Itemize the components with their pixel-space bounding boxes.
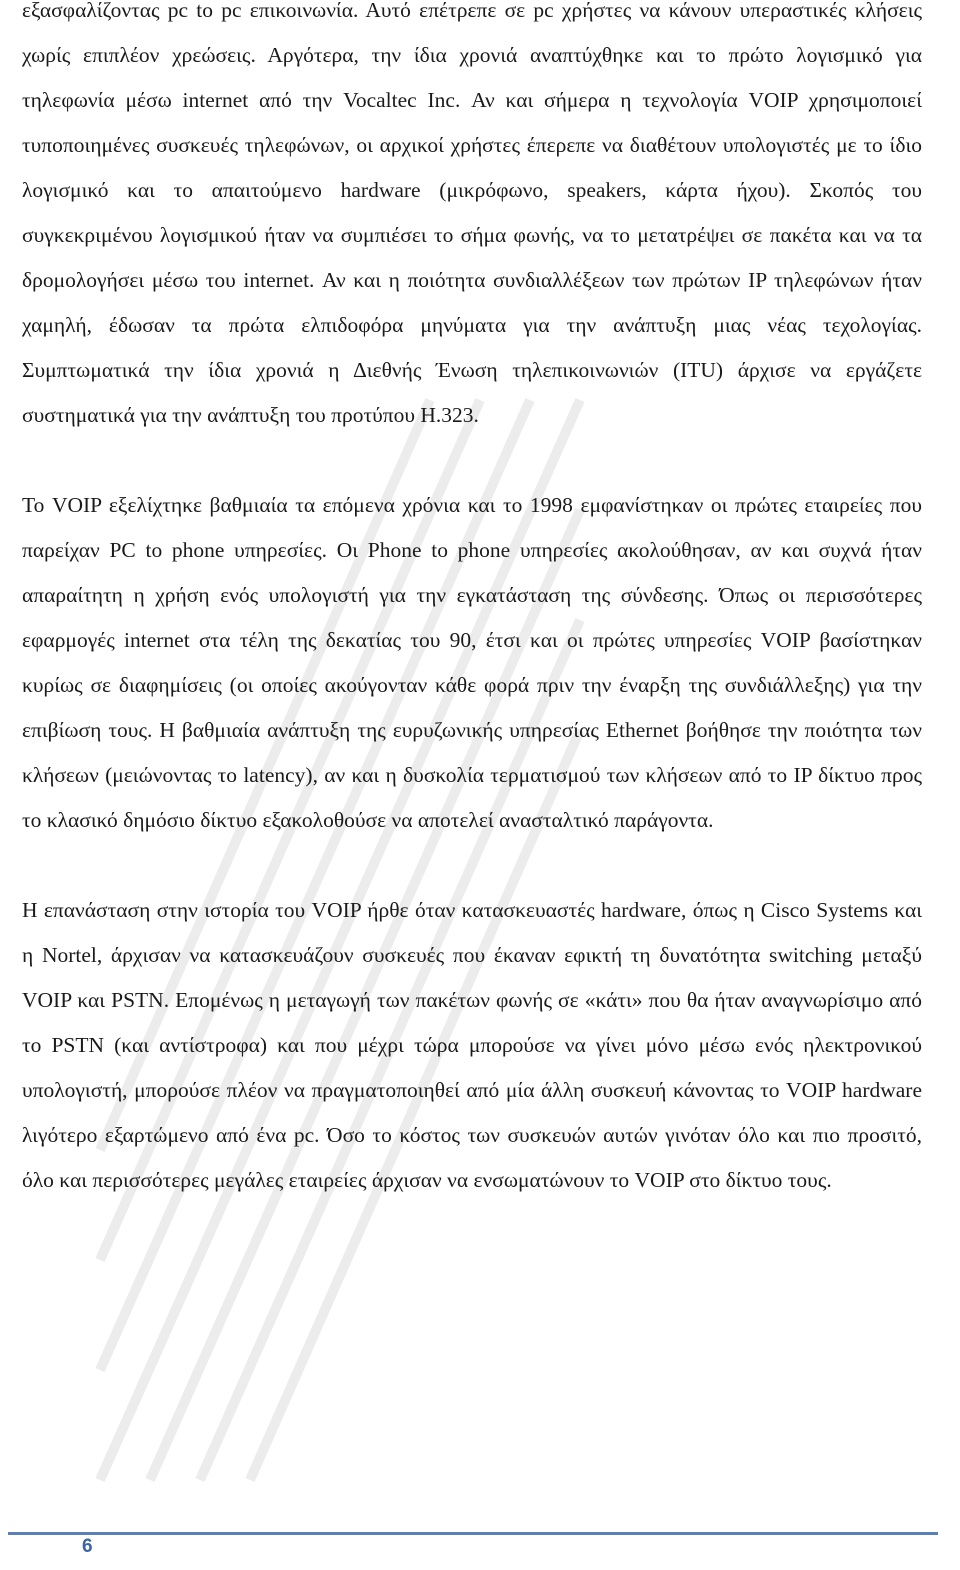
paragraph: Η επανάσταση στην ιστορία του VOIP ήρθε όταν κατασκευαστές hardware, όπως η Cisco Systems και η Nortel, άρχισαν να κατασκευάζουν συσκευές που έκαναν εφικτή τη δυνατότητα switching μεταξύ VOIP και PSTN. Επομένως η μεταγωγή των πακέτων φωνής σε «κάτι» που θα ήταν αναγνωρίσιμο από το PSTN (και αντίστροφα) και που μέχρι τώρα μπορούσε να γίνει μόνο μέσω ενός ηλεκτρονικού υπολογιστή, μπορούσε πλέον να πραγματοποιηθεί από μία άλλη συσκευή κάνοντας το VOIP hardware λιγότερο εξαρτώμενο από ένα pc. Όσο το κόστος των συσκευών αυτών γινόταν όλο και πιο προσιτό, όλο και περισσότερες μεγάλες εταιρείες άρχισαν να ενσωματώνουν το VOIP στο δίκτυο τους. [22, 898, 922, 1192]
page-footer [8, 1524, 938, 1570]
paragraph: εξασφαλίζοντας pc to pc επικοινωνία. Αυτό επέτρεπε σε pc χρήστες να κάνουν υπεραστικές κλήσεις χωρίς επιπλέον χρεώσεις. Αργότερα, την ίδια χρονιά αναπτύχθηκε και το πρώτο λογισμικό για τηλεφωνία μέσω internet από την Vocaltec Inc. Αν και σήμερα η τεχνολογία VOIP χρησιμοποιεί τυποποιημένες συσκευές τηλεφώνων, οι αρχικοί χρήστες έπερεπε να διαθέτουν υπολογιστές με το ίδιο λογισμικό και το απαιτούμενο hardware (μικρόφωνο, speakers, κάρτα ήχου). Σκοπός του συγκεκριμένου λογισμικού ήταν να συμπιέσει το σήμα φωνής, να το μετατρέψει σε πακέτα και να τα δρομολογήσει μέσω του internet. Αν και η ποιότητα συνδιαλλέξεων των πρώτων IP τηλεφώνων ήταν χαμηλή, έδωσαν τα πρώτα ελπιδοφόρα μηνύματα για την ανάπτυξη μιας νέας τεχολογίας. Συμπτωματικά την ίδια χρονιά η Διεθνής Ένωση τηλεπικοινωνιών (ITU) άρχισε να εργάζετε συστηματικά για την ανάπτυξη του προτύπου H.323. [22, 0, 922, 427]
document-body [22, 0, 922, 1203]
page-number: 6 [82, 1536, 93, 1557]
paragraph: Το VOIP εξελίχτηκε βαθμιαία τα επόμενα χρόνια και το 1998 εμφανίστηκαν οι πρώτες εταιρείες που παρείχαν PC to phone υπηρεσίες. Οι Phone to phone υπηρεσίες ακολούθησαν, αν και συχνά ήταν απαραίτητη η χρήση ενός υπολογιστή για την εγκατάσταση της σύνδεσης. Όπως οι περισσότερες εφαρμογές internet στα τέλη της δεκατίας του 90, έτσι και οι πρώτες υπηρεσίες VOIP βασίστηκαν κυρίως σε διαφημίσεις (οι οποίες ακούγονταν κάθε φορά πριν την έναρξη της συνδιάλλεξης) για την επιβίωση τους. Η βαθμιαία ανάπτυξη της ευρυζωνικής υπηρεσίας Ethernet βοήθησε την ποιότητα των κλήσεων (μειώνοντας το latency), αν και η δυσκολία τερματισμού των κλήσεων από το IP δίκτυο προς το κλασικό δημόσιο δίκτυο εξακολοθούσε να αποτελεί ανασταλτικό παράγοντα. [22, 493, 922, 832]
footer-divider [8, 1532, 938, 1535]
